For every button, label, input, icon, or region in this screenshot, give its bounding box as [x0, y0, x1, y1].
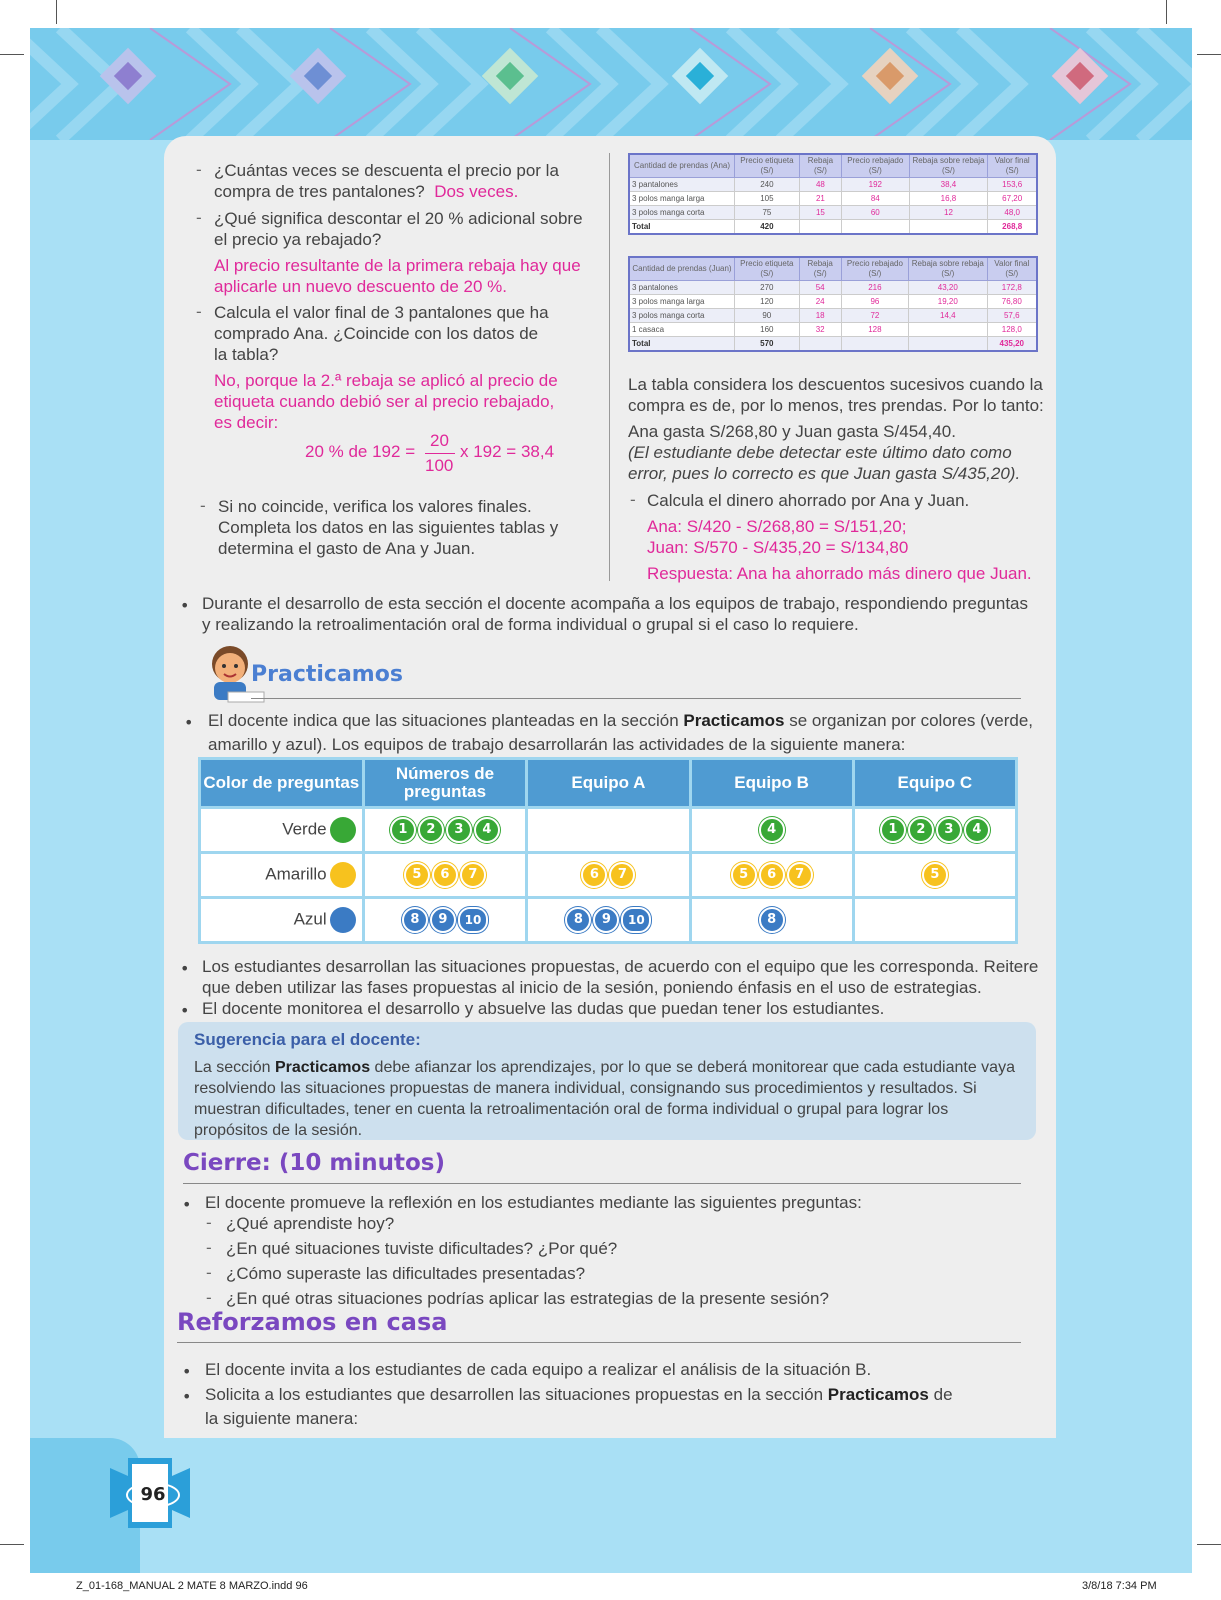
answer-text: Respuesta: Ana ha ahorrado más dinero que Juan. — [647, 564, 1032, 583]
crop-mark — [1197, 1544, 1221, 1545]
table-cell: 160 — [735, 323, 800, 337]
table-cell: 76,80 — [987, 295, 1037, 309]
answer-text: No, porque la 2.ª rebaja se aplicó al precio de — [214, 371, 558, 390]
table-cell: 24 — [799, 295, 841, 309]
paragraph-line: Durante el desarrollo de esta sección el docente acompaña a los equipos de trabajo, respondiendo preguntas — [202, 594, 1028, 613]
table-cell — [799, 220, 841, 235]
table-cell: 57,6 — [987, 309, 1037, 323]
team-b-cell — [690, 853, 853, 898]
number-badge: 9 — [593, 907, 619, 933]
table-cell: 43,20 — [909, 281, 987, 295]
table-cell: 75 — [735, 206, 800, 220]
text-run: de — [928, 1385, 953, 1404]
dash: - — [206, 1213, 212, 1232]
table-cell: 172,8 — [987, 281, 1037, 295]
text-run: El docente indica que las situaciones planteadas en la sección — [208, 711, 684, 730]
text-run: se organizan por colores (verde, — [784, 711, 1034, 730]
table-row — [629, 192, 1037, 206]
table-cell: 3 pantalones — [629, 178, 735, 192]
table-header: Equipo C — [853, 759, 1016, 808]
table-total-row — [629, 220, 1037, 235]
number-badge: 5 — [922, 862, 948, 888]
table-cell: 3 polos manga corta — [629, 206, 735, 220]
table-cell: 72 — [841, 309, 908, 323]
table-cell — [842, 220, 910, 235]
number-badge: 4 — [474, 817, 500, 843]
color-name: Azul — [293, 909, 327, 929]
number-badge: 6 — [432, 862, 458, 888]
question-text: la tabla? — [214, 345, 279, 364]
dash: - — [630, 490, 636, 509]
answer-text: Ana: S/420 - S/268,80 = S/151,20; — [647, 517, 907, 536]
formula-left: 20 % de 192 = — [305, 442, 416, 461]
table-row — [200, 898, 1017, 943]
table-cell: 14,4 — [909, 309, 987, 323]
table-cell: 240 — [735, 178, 800, 192]
paragraph-line: Los estudiantes desarrollan las situaciones propuestas, de acuerdo con el equipo que les corresponda. Reitere — [202, 957, 1039, 976]
crop-mark — [1197, 54, 1221, 55]
table-header-row — [200, 759, 1017, 808]
table-header: Rebaja sobre rebaja (S/) — [909, 257, 987, 281]
table-cell: 128 — [841, 323, 908, 337]
team-a-cell — [527, 808, 690, 853]
question-numbers-cell — [363, 853, 527, 898]
table-row — [629, 178, 1037, 192]
color-name: Verde — [282, 819, 327, 839]
table-cell: 21 — [799, 192, 841, 206]
bullet: • — [180, 1001, 190, 1020]
number-badge: 6 — [581, 862, 607, 888]
bold-term: Practicamos — [827, 1385, 929, 1404]
table-cell: 96 — [841, 295, 908, 309]
answer-text: Al precio resultante de la primera rebaja hay que — [214, 256, 581, 275]
paragraph-line: amarillo y azul). Los equipos de trabajo desarrollarán las actividades de la siguiente manera: — [208, 735, 906, 754]
number-badge: 8 — [565, 907, 591, 933]
question-text: Calcula el valor final de 3 pantalones que ha — [214, 303, 549, 322]
table-header: Rebaja (S/) — [799, 154, 841, 178]
number-badge: 3 — [936, 817, 962, 843]
number-badge: 5 — [404, 862, 430, 888]
table-cell: 216 — [841, 281, 908, 295]
table-cell — [841, 337, 908, 352]
text-run: La sección — [194, 1059, 275, 1076]
table-row — [629, 295, 1037, 309]
crop-mark — [0, 1544, 24, 1545]
table-cell: 12 — [909, 206, 988, 220]
table-cell: 435,20 — [987, 337, 1037, 352]
table-cell: 270 — [735, 281, 800, 295]
blue-dot-icon — [330, 907, 356, 933]
bullet: • — [184, 713, 194, 732]
bold-term: Practicamos — [274, 1059, 371, 1076]
table-cell: Total — [629, 337, 735, 352]
number-badge: 4 — [759, 817, 785, 843]
question-numbers-cell — [363, 898, 527, 943]
table-header: Precio rebajado (S/) — [842, 154, 910, 178]
paragraph-line: El docente monitorea el desarrollo y absuelve las dudas que puedan tener los estudiantes. — [202, 999, 885, 1018]
bullet: • — [180, 596, 190, 615]
color-label-cell — [200, 808, 364, 853]
answer-text: es decir: — [214, 413, 279, 432]
table-ana — [628, 153, 1038, 235]
team-c-cell — [853, 808, 1016, 853]
number-badge: 7 — [609, 862, 635, 888]
text-run: Solicita a los estudiantes que desarrollen las situaciones propuestas en la sección — [205, 1385, 828, 1404]
table-total-row — [629, 337, 1037, 352]
bullet: • — [182, 1195, 192, 1214]
team-b-cell — [690, 898, 853, 943]
table-cell: 128,0 — [987, 323, 1037, 337]
question-text: Calcula el dinero ahorrado por Ana y Juan. — [647, 491, 970, 510]
answer-text: aplicarle un nuevo descuento de 20 %. — [214, 277, 507, 296]
table-cell: 3 pantalones — [629, 281, 735, 295]
number-badge: 8 — [402, 907, 428, 933]
paragraph-line: error, pues lo correcto es que Juan gasta S/435,20). — [628, 464, 1021, 483]
table-cell: Total — [629, 220, 735, 235]
question-text: comprado Ana. ¿Coincide con los datos de — [214, 324, 539, 343]
table-cell: 90 — [735, 309, 800, 323]
dash: - — [206, 1288, 212, 1307]
paragraph-line — [208, 710, 1033, 731]
answer-text: Dos veces. — [434, 182, 519, 201]
number-badge: 4 — [964, 817, 990, 843]
number-badge: 2 — [418, 817, 444, 843]
table-cell: 19,20 — [909, 295, 987, 309]
table-header-row — [629, 154, 1037, 178]
question-text: el precio ya rebajado? — [214, 230, 382, 249]
number-badge: 6 — [759, 862, 785, 888]
table-cell: 15 — [799, 206, 841, 220]
table-cell: 54 — [799, 281, 841, 295]
table-cell: 120 — [735, 295, 800, 309]
table-cell — [909, 323, 987, 337]
paragraph-line: y realizando la retroalimentación oral de forma individual o grupal si el caso lo requiere. — [202, 615, 859, 634]
table-cell: 48,0 — [988, 206, 1037, 220]
dash: - — [206, 1263, 212, 1282]
formula-right: x 192 = 38,4 — [460, 442, 555, 461]
page-number-badge — [110, 1458, 166, 1528]
crop-mark — [56, 0, 57, 24]
dash: - — [196, 302, 202, 321]
dash: - — [200, 496, 206, 515]
dash: - — [196, 160, 202, 179]
table-cell: 268,8 — [988, 220, 1037, 235]
table-header: Rebaja sobre rebaja (S/) — [909, 154, 988, 178]
team-c-cell — [853, 853, 1016, 898]
table-juan — [628, 256, 1038, 352]
number-badge: 9 — [430, 907, 456, 933]
number-badge: 1 — [880, 817, 906, 843]
number-badge: 10 — [458, 907, 488, 933]
number-badge: 2 — [908, 817, 934, 843]
reflection-question: ¿Cómo superaste las dificultades presentadas? — [226, 1264, 586, 1283]
table-cell: 570 — [735, 337, 800, 352]
question-numbers-cell — [363, 808, 527, 853]
table-header: Precio etiqueta (S/) — [735, 257, 800, 281]
table-header: Números de preguntas — [363, 759, 527, 808]
paragraph-line: El docente promueve la reflexión en los estudiantes mediante las siguientes preguntas: — [205, 1193, 862, 1212]
number-badge: 7 — [787, 862, 813, 888]
section-rule — [251, 698, 1021, 699]
answer-text: etiqueta cuando debió ser al precio rebajado, — [214, 392, 555, 411]
bullet: • — [180, 959, 190, 978]
bullet: • — [182, 1387, 192, 1406]
color-teams-table — [198, 757, 1018, 944]
table-row — [200, 808, 1017, 853]
table-cell: 105 — [735, 192, 800, 206]
table-cell: 84 — [842, 192, 910, 206]
question-text-part: compra de tres pantalones? — [214, 182, 425, 201]
table-row — [200, 853, 1017, 898]
table-row — [629, 281, 1037, 295]
fraction-bar — [425, 453, 455, 454]
paragraph-line: (El estudiante debe detectar este último dato como — [628, 443, 1012, 462]
bullet: • — [182, 1362, 192, 1381]
color-name: Amarillo — [265, 864, 327, 884]
table-cell: 60 — [842, 206, 910, 220]
number-badge: 10 — [621, 907, 651, 933]
formula-denominator: 100 — [425, 456, 454, 475]
number-badge: 1 — [390, 817, 416, 843]
number-badge: 3 — [446, 817, 472, 843]
table-row — [629, 206, 1037, 220]
table-cell: 3 polos manga larga — [629, 192, 735, 206]
table-header: Equipo A — [527, 759, 690, 808]
reflection-question: ¿Qué aprendiste hoy? — [226, 1214, 395, 1233]
table-header: Precio etiqueta (S/) — [735, 154, 800, 178]
paragraph-line: Ana gasta S/268,80 y Juan gasta S/454,40. — [628, 422, 956, 441]
table-cell: 32 — [799, 323, 841, 337]
table-cell: 16,8 — [909, 192, 988, 206]
paragraph-line: La tabla considera los descuentos sucesivos cuando la — [628, 375, 1043, 394]
green-dot-icon — [330, 817, 356, 843]
suggestion-title: Sugerencia para el docente: — [194, 1030, 421, 1049]
table-cell: 3 polos manga corta — [629, 309, 735, 323]
table-cell: 192 — [842, 178, 910, 192]
column-divider — [609, 153, 610, 581]
footer-timestamp: 3/8/18 7:34 PM — [1082, 1580, 1157, 1592]
team-a-cell — [527, 853, 690, 898]
table-cell — [909, 220, 988, 235]
number-badge: 7 — [460, 862, 486, 888]
section-rule — [183, 1183, 1021, 1184]
number-badge: 8 — [759, 907, 785, 933]
table-cell: 48 — [799, 178, 841, 192]
answer-text: Juan: S/570 - S/435,20 = S/134,80 — [647, 538, 909, 557]
question-text — [214, 181, 518, 202]
question-text: ¿Cuántas veces se descuenta el precio por la — [214, 161, 559, 180]
section-title-cierre: Cierre: (10 minutos) — [183, 1150, 445, 1176]
dash: - — [206, 1238, 212, 1257]
section-title-practicamos: Practicamos — [251, 662, 403, 687]
table-cell: 420 — [735, 220, 800, 235]
section-rule — [177, 1342, 1021, 1343]
formula-numerator: 20 — [430, 431, 449, 450]
section-title-reforzamos: Reforzamos en casa — [177, 1308, 448, 1336]
table-cell: 3 polos manga larga — [629, 295, 735, 309]
yellow-dot-icon — [330, 862, 356, 888]
page-number: 96 — [126, 1482, 180, 1508]
table-header: Cantidad de prendas (Juan) — [629, 257, 735, 281]
suggestion-box — [178, 1022, 1036, 1140]
paragraph-line: compra es de, por lo menos, tres prendas. Por lo tanto: — [628, 396, 1044, 415]
table-cell: 18 — [799, 309, 841, 323]
table-cell: 1 casaca — [629, 323, 735, 337]
question-text: determina el gasto de Ana y Juan. — [218, 539, 476, 558]
team-c-cell — [853, 898, 1016, 943]
table-cell: 153,6 — [988, 178, 1037, 192]
banner-pattern — [30, 28, 1192, 140]
table-cell — [909, 337, 987, 352]
paragraph-line — [205, 1384, 953, 1405]
paragraph-line: El docente invita a los estudiantes de cada equipo a realizar el análisis de la situación B. — [205, 1360, 872, 1379]
question-text: ¿Qué significa descontar el 20 % adicional sobre — [214, 209, 583, 228]
footer-file-info: Z_01-168_MANUAL 2 MATE 8 MARZO.indd 96 — [76, 1580, 308, 1592]
table-cell: 67,20 — [988, 192, 1037, 206]
crop-mark — [0, 54, 24, 55]
paragraph-line: que deben utilizar las fases propuestas al inicio de la sesión, poniendo énfasis en el uso de estrategias. — [202, 978, 982, 997]
table-header: Cantidad de prendas (Ana) — [629, 154, 735, 178]
table-header: Precio rebajado (S/) — [841, 257, 908, 281]
bold-term: Practicamos — [683, 711, 785, 730]
table-header: Color de preguntas — [200, 759, 364, 808]
table-row — [629, 309, 1037, 323]
suggestion-text — [194, 1057, 1024, 1141]
reflection-question: ¿En qué otras situaciones podrías aplicar las estrategias de la presente sesión? — [226, 1289, 829, 1308]
table-header-row — [629, 257, 1037, 281]
table-cell — [799, 337, 841, 352]
reflection-question: ¿En qué situaciones tuviste dificultades? ¿Por qué? — [226, 1239, 618, 1258]
color-label-cell — [200, 898, 364, 943]
table-cell: 38,4 — [909, 178, 988, 192]
table-header: Valor final (S/) — [988, 154, 1037, 178]
table-header: Valor final (S/) — [987, 257, 1037, 281]
team-a-cell — [527, 898, 690, 943]
number-badge: 5 — [731, 862, 757, 888]
decorative-banner — [30, 28, 1192, 140]
dash: - — [196, 208, 202, 227]
table-header: Rebaja (S/) — [799, 257, 841, 281]
table-row — [629, 323, 1037, 337]
crop-mark — [1166, 0, 1167, 24]
color-label-cell — [200, 853, 364, 898]
question-text: Completa los datos en las siguientes tablas y — [218, 518, 559, 537]
question-text: Si no coincide, verifica los valores finales. — [218, 497, 532, 516]
team-b-cell — [690, 808, 853, 853]
table-header: Equipo B — [690, 759, 853, 808]
text-run: debe afianzar los aprendizajes, por lo que se deberá monitorear que cada estudiante vaya resolviendo las situaciones propuestas de manera individual, consignando sus procedimientos y resultados. Si muestran dificultades, tener en cuenta la retroalimentación oral de forma individual o grupal para lograr los propósitos de la sesión. — [194, 1059, 1015, 1139]
paragraph-line: la siguiente manera: — [205, 1409, 359, 1428]
